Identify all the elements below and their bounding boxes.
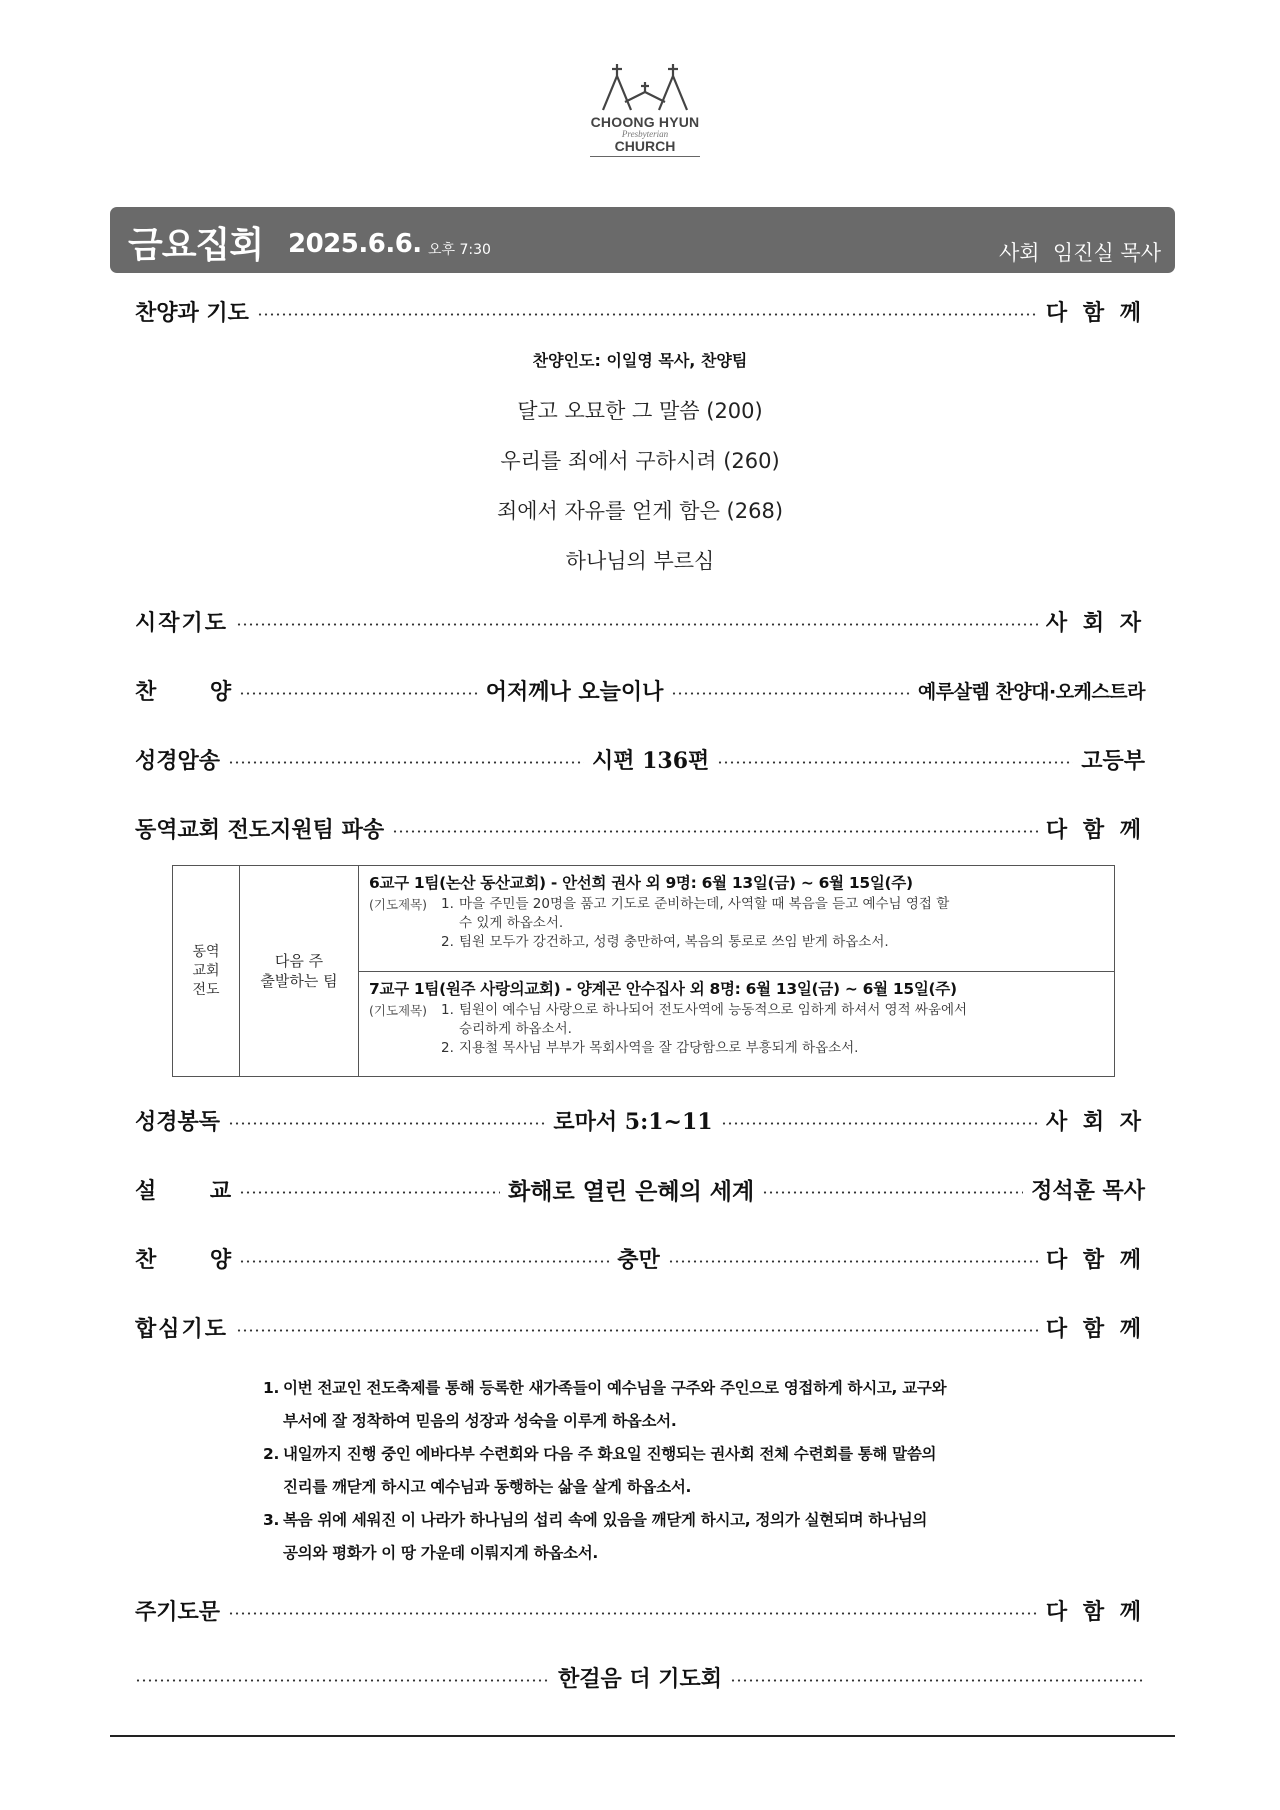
order-performer: 다 함 께	[1045, 1599, 1145, 1625]
order-row	[135, 1592, 1145, 1628]
prayer-item: 마을 주민들 20명을 품고 기도로 준비하는데, 사역할 때 복음을 듣고 예수님 영접 할	[459, 896, 950, 912]
leader-dots	[392, 830, 1038, 833]
prayer-item: 팀원 모두가 강건하고, 성령 충만하여, 복음의 통로로 쓰임 받게 하옵소서.	[459, 934, 889, 950]
mission-category	[173, 866, 240, 1077]
prayer-text: 복음 위에 세워진 이 나라가 하나님의 섭리 속에 있음을 깨닫게 하시고, 정의가 실현되며 하나님의	[283, 1511, 928, 1529]
song-title: 우리를 죄에서 구하시려 (260)	[500, 449, 780, 473]
item-number: 1.	[441, 896, 454, 912]
order-item: 충만	[617, 1247, 660, 1273]
leader-dots	[228, 1612, 1038, 1615]
order-label: 합심기도	[135, 1316, 229, 1342]
category-text: 교회	[192, 962, 220, 979]
leader-dots	[228, 761, 584, 764]
order-label: 시작기도	[135, 610, 229, 636]
leader-dots	[239, 1191, 500, 1194]
order-row	[135, 741, 1145, 777]
prayer-item	[263, 1504, 1043, 1537]
service-date: 2025.6.6.	[288, 229, 422, 259]
sermon-title: 화해로 열린 은혜의 세계	[508, 1178, 755, 1205]
church-steeples-icon	[597, 62, 693, 112]
prayer-list	[263, 1372, 1043, 1570]
prayer-item	[263, 1372, 1043, 1405]
prayer-text: 이번 전교인 전도축제를 통해 등록한 새가족들이 예수님을 구주와 주인으로 영접하게 하시고, 교구와	[283, 1379, 947, 1397]
bottom-rule	[110, 1735, 1175, 1737]
team-cell	[359, 866, 1115, 972]
item-number: 1.	[441, 1001, 454, 1018]
order-performer: 사 회 자	[1045, 1109, 1146, 1135]
order-performer: 다 함 께	[1045, 1316, 1145, 1342]
item-number: 2.	[441, 1039, 454, 1056]
order-performer: 사 회 자	[1045, 610, 1145, 636]
prayer-number: 3.	[263, 1511, 280, 1529]
leader-dots	[239, 692, 478, 695]
leader-dots	[762, 1191, 1023, 1194]
prayer-item-cont: 승리하게 하옵소서.	[459, 1020, 572, 1037]
prayer-item: 지용철 목사님 부부가 목회사역을 잘 감당함으로 부흥되게 하옵소서.	[459, 1039, 859, 1056]
leader-dots	[228, 1122, 545, 1125]
leader-dots	[257, 313, 1038, 316]
logo-text-line2: Presbyterian	[621, 129, 669, 139]
header-bar	[110, 207, 1175, 273]
prayer-label: (기도제목)	[369, 897, 428, 912]
order-item: 시편 136편	[591, 747, 710, 774]
category-text: 전도	[192, 981, 220, 998]
prayer-text-cont: 부서에 잘 정착하여 믿음의 성장과 성숙을 이루게 하옵소서.	[283, 1412, 677, 1430]
prayer-number: 1.	[263, 1379, 280, 1397]
order-label: 찬 양	[135, 679, 232, 705]
prayer-item-cont: 수 있게 하옵소서.	[459, 915, 564, 931]
order-row	[135, 1659, 1145, 1695]
prayer-item: 팀원이 예수님 사랑으로 하나되어 전도사역에 능동적으로 임하게 하셔서 영적 싸움에서	[459, 1001, 968, 1018]
service-time: 오후 7:30	[428, 242, 491, 258]
leader-dots	[721, 1122, 1038, 1125]
subtitle-text: 출발하는 팀	[260, 972, 338, 990]
song-title: 죄에서 자유를 얻게 함은 (268)	[496, 499, 784, 523]
prayer-text: 내일까지 진행 중인 에바다부 수련회와 다음 주 화요일 진행되는 권사회 전체 수련회를 통해 말씀의	[283, 1445, 937, 1463]
song-title: 달고 오묘한 그 말씀 (200)	[517, 399, 763, 423]
item-number: 2.	[441, 934, 454, 950]
team-title: 6교구 1팀(논산 동산교회) - 안선희 권사 외 9명: 6월 13일(금) ~ 6월 15일(주)	[369, 874, 913, 892]
order-item: 로마서 5:1~11	[553, 1108, 713, 1135]
category-text: 동역	[192, 943, 220, 960]
order-row	[135, 1171, 1145, 1207]
service-title: 금요집회	[128, 225, 264, 266]
leader-dots	[668, 1260, 1038, 1263]
order-item: 한걸음 더 기도회	[557, 1666, 723, 1692]
order-row	[135, 293, 1145, 329]
order-label: 설 교	[135, 1178, 232, 1204]
order-label: 찬양과 기도	[135, 300, 249, 326]
mission-team-table	[172, 865, 1115, 1077]
order-performer: 예루살렘 찬양대·오케스트라	[917, 680, 1146, 703]
church-logo	[585, 62, 705, 172]
order-label: 성경암송	[135, 748, 221, 774]
leader-dots	[236, 623, 1038, 626]
song-leader: 찬양인도: 이일영 목사, 찬양팀	[532, 351, 748, 370]
prayer-label: (기도제목)	[369, 1002, 428, 1018]
order-row	[135, 1102, 1145, 1138]
order-row	[135, 810, 1145, 846]
order-performer: 다 함 께	[1045, 817, 1145, 843]
prayer-item	[263, 1438, 1043, 1471]
order-row	[135, 1240, 1145, 1276]
order-row	[135, 1309, 1145, 1345]
order-label: 성경봉독	[135, 1109, 221, 1135]
order-item: 어저께나 오늘이나	[485, 679, 664, 705]
order-performer: 고등부	[1081, 748, 1145, 774]
prayer-text-cont: 진리를 깨닫게 하시고 예수님과 동행하는 삶을 살게 하옵소서.	[283, 1478, 692, 1496]
order-performer: 다 함 께	[1045, 1247, 1146, 1273]
team-cell	[359, 971, 1115, 1077]
order-performer: 다 함 께	[1045, 300, 1145, 326]
order-row	[135, 672, 1145, 708]
prayer-number: 2.	[263, 1445, 280, 1463]
order-label: 동역교회 전도지원팀 파송	[135, 817, 385, 843]
order-label: 찬 양	[135, 1247, 232, 1273]
leader-dots	[730, 1679, 1145, 1682]
service-leader: 사회 임진실 목사	[998, 241, 1161, 265]
leader-dots	[239, 1260, 609, 1263]
logo-underline	[590, 156, 700, 157]
leader-dots	[236, 1329, 1038, 1332]
order-label: 주기도문	[135, 1599, 221, 1625]
leader-dots	[671, 692, 910, 695]
subtitle-text: 다음 주	[274, 952, 324, 970]
mission-subtitle	[240, 866, 359, 1077]
logo-text-line3: CHURCH	[614, 138, 676, 154]
prayer-text-cont: 공의와 평화가 이 땅 가운데 이뤄지게 하옵소서.	[283, 1544, 598, 1562]
order-row	[135, 603, 1145, 639]
leader-dots	[135, 1679, 550, 1682]
song-title: 하나님의 부르심	[565, 549, 715, 573]
team-title: 7교구 1팀(원주 사랑의교회) - 양계곤 안수집사 외 8명: 6월 13일(금) ~ 6월 15일(주)	[369, 979, 957, 998]
order-performer: 정석훈 목사	[1031, 1178, 1146, 1204]
logo-text-line1: CHOONG HYUN	[590, 114, 700, 130]
leader-dots	[717, 761, 1073, 764]
